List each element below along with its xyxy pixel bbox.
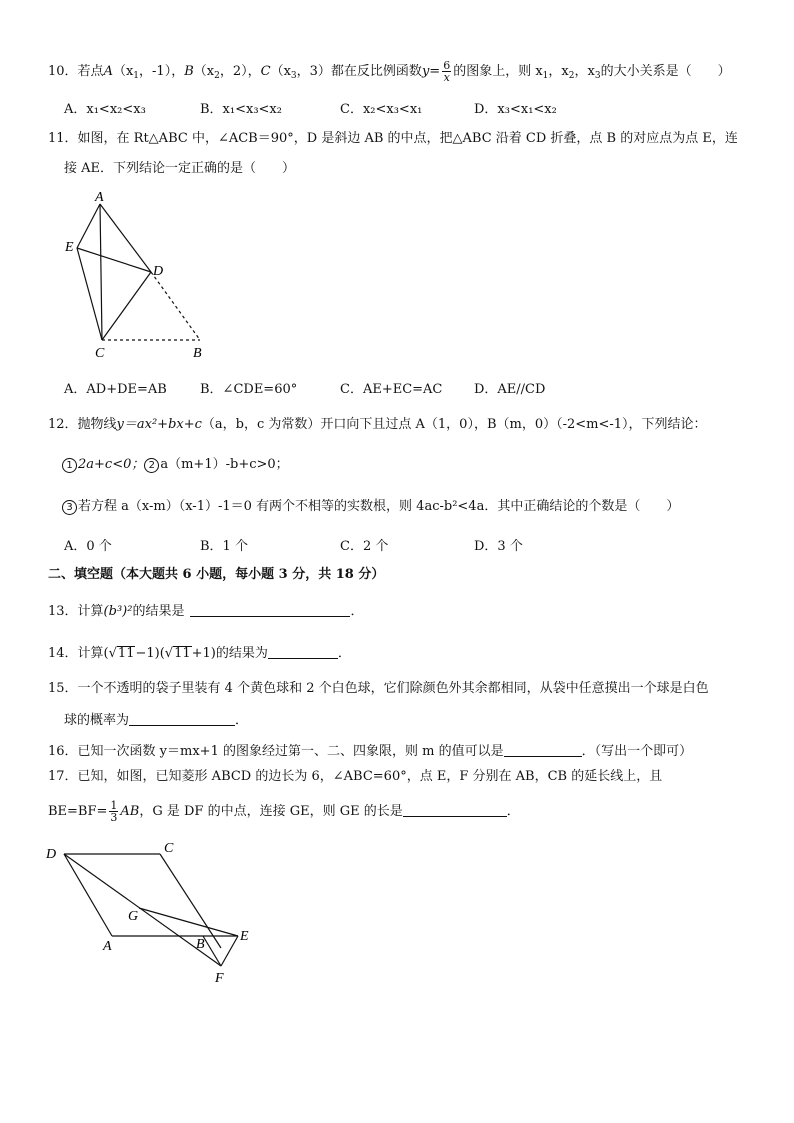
point-label-c: C	[95, 346, 105, 361]
segment-ed	[77, 248, 151, 272]
circled-number-1: 1	[62, 458, 77, 473]
point-label-e: E	[240, 929, 249, 944]
circled-number-2: 2	[144, 458, 159, 473]
segment-ae	[77, 204, 100, 248]
q13-stem: 13．计算(b³)²的结果是 ．	[48, 604, 364, 619]
fraction-1-over-3: $\frac{1}{3}$	[110, 799, 118, 824]
point-label-c: C	[164, 841, 174, 856]
circled-number-3: 3	[62, 500, 77, 515]
q12-stem-line1: 12．抛物线y＝ax²+bx+c（a，b，c 为常数）开口向下且过点 A（1，0），B（m，0）（-2<m<-1），下列结论：	[48, 417, 707, 432]
section-heading-fill-in: 二、填空题（本大题共 6 小题，每小题 3 分，共 18 分）	[48, 567, 385, 582]
point-label-e: E	[65, 240, 74, 255]
q17-stem-line2: BE=BF= $\frac{1}{3}$ AB，G 是 DF 的中点，连接 GE，则 GE 的长是 ．	[48, 799, 520, 824]
q12-statement-3: 3 若方程 a（x-m）（x-1）-1＝0 有两个不相等的实数根，则 4ac-b²<4a．其中正确结论的个数是（ ）	[62, 498, 679, 516]
segment-ad	[100, 204, 151, 272]
q12-statements-1-2: 1 2a+c<0； 2 a（m+1）-b+c>0；	[62, 456, 289, 474]
q10-option-c[interactable]: C．x₂<x₃<x₁	[340, 102, 423, 117]
q16-stem: 16．已知一次函数 y＝mx+1 的图象经过第一、二、四象限，则 m 的值可以是 ．（写出一个即可）	[48, 744, 693, 759]
q17-stem-line1: 17．已知，如图，已知菱形 ABCD 的边长为 6，∠ABC=60°，点 E，F 分别在 AB，CB 的延长线上，且	[48, 769, 663, 784]
segment-ec	[77, 248, 102, 340]
point-label-a: A	[103, 939, 112, 954]
q11-option-b[interactable]: B．∠CDE=60°	[200, 382, 298, 397]
q10-stem: 10．若点$A(x_1$，-1），$B(x_2$，2），$C(x_3$，3）都在反比例函数y= $\frac{6}{x}$ 的图象上，则 $x_1$，$x_2$，$x_3$的大小关系是（ ）	[48, 59, 731, 84]
point-label-b: B	[193, 346, 202, 361]
q12-option-a[interactable]: A．0 个	[64, 539, 112, 554]
point-label-d: D	[46, 847, 57, 862]
q11-option-d[interactable]: D．AE//CD	[474, 382, 546, 397]
segment-ac	[100, 204, 102, 340]
q12-option-c[interactable]: C．2 个	[340, 539, 389, 554]
segment-bf	[203, 936, 221, 966]
segment-ef	[221, 936, 238, 966]
segment-cd	[102, 272, 151, 340]
point-label-d: D	[153, 264, 164, 279]
point-label-b: B	[196, 937, 205, 952]
answer-blank-16[interactable]	[504, 742, 582, 757]
q10-option-d[interactable]: D．x₃<x₁<x₂	[474, 102, 557, 117]
q11-figure	[55, 190, 225, 365]
point-label-a: A	[95, 190, 104, 205]
segment-ge	[139, 908, 238, 936]
segment-db-dashed	[151, 272, 200, 340]
q10-option-a[interactable]: A．x₁<x₂<x₃	[64, 102, 146, 117]
point-label-f: F	[215, 971, 224, 986]
answer-blank-14[interactable]	[268, 644, 338, 659]
q10-option-b[interactable]: B．x₁<x₃<x₂	[200, 102, 282, 117]
segment-da	[64, 854, 112, 936]
q11-stem-line1: 11．如图，在 Rt△ABC 中，∠ACB＝90°，D 是斜边 AB 的中点，把△ABC 沿着 CD 折叠，点 B 的对应点为点 E，连	[48, 131, 738, 146]
point-label-g: G	[128, 909, 139, 924]
q12-option-d[interactable]: D．3 个	[474, 539, 523, 554]
fraction-6-over-x: $\frac{6}{x}$	[443, 59, 451, 84]
answer-blank-15[interactable]	[129, 711, 235, 726]
q15-stem-line1: 15．一个不透明的袋子里装有 4 个黄色球和 2 个白色球，它们除颜色外其余都相同，从袋中任意摸出一个球是白色	[48, 681, 709, 696]
segment-cb	[160, 854, 221, 948]
q15-stem-line2: 球的概率为 ．	[64, 713, 249, 728]
q12-option-b[interactable]: B．1 个	[200, 539, 248, 554]
q11-option-c[interactable]: C．AE+EC=AC	[340, 382, 443, 397]
answer-blank-13[interactable]	[190, 602, 350, 617]
q14-stem: 14．计算(√11−1)(√11+1)的结果为 ．	[48, 646, 351, 661]
q11-stem-line2: 接 AE．下列结论一定正确的是（ ）	[64, 161, 296, 176]
q11-option-a[interactable]: A．AD+DE=AB	[64, 382, 167, 397]
q17-figure	[40, 838, 270, 988]
answer-blank-17[interactable]	[403, 802, 507, 817]
